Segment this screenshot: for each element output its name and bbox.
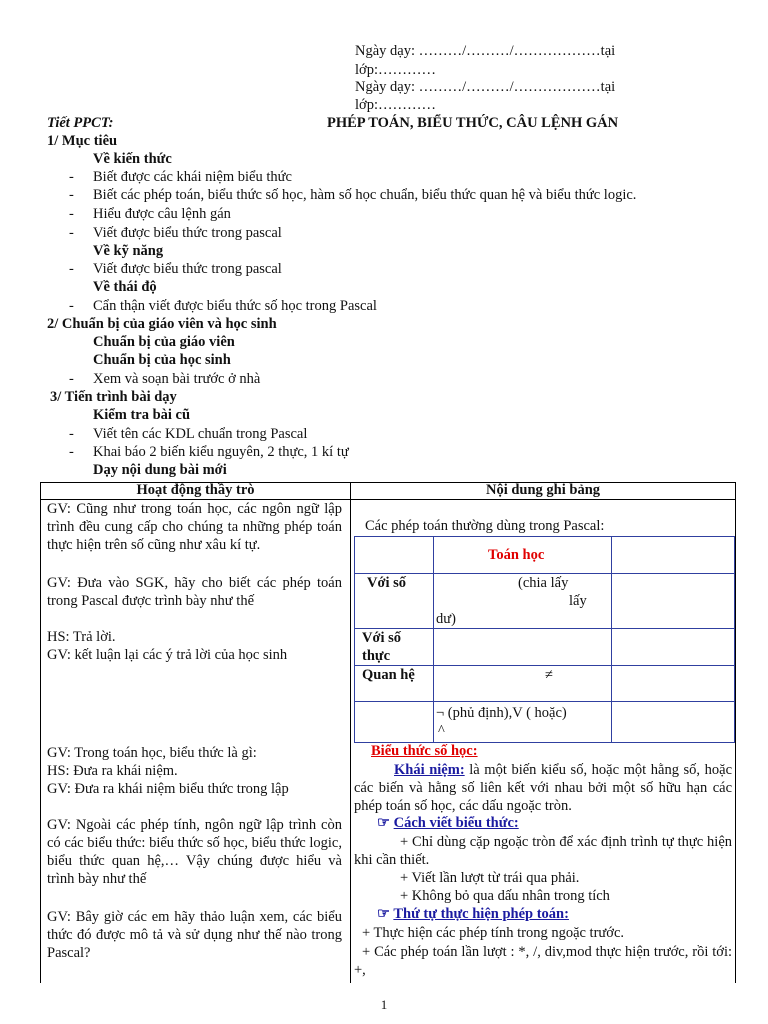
order-title: Thứ tự thực hiện phép toán:: [393, 906, 569, 922]
order-item-2: + Các phép toán lần lượt : *, /, div,mod thực hiện trước, rồi tới: +,: [354, 944, 732, 978]
howto-item-3: + Không bỏ qua dấu nhân trong tích: [400, 888, 610, 904]
grid-line: [355, 665, 734, 666]
left-para-5: GV: Trong toán học, biểu thức là gì:: [47, 745, 257, 761]
knowledge-item-3: - Hiểu được câu lệnh gán: [93, 206, 231, 223]
concept-text: là một biến kiểu số, hoặc một hằng số, hoặc các biến và hằng số liên kết với nhau bởi một số hữu hạn các phép toán số học, các dấu ngoặc tròn.: [354, 762, 733, 814]
left-para-7: GV: Đưa ra khái niệm biểu thức trong lập: [47, 781, 289, 797]
knowledge-item-2: - Biết các phép toán, biểu thức số học, hàm số học chuẩn, biểu thức quan hệ và biểu thức logic.: [93, 187, 636, 204]
order-heading: [377, 906, 569, 923]
grid-line: [611, 537, 612, 742]
knowledge-heading: Về kiến thức: [93, 151, 172, 167]
page-number: 1: [380, 997, 388, 1012]
howto-heading: [377, 815, 519, 832]
pointer-icon: ☞: [377, 815, 394, 831]
left-para-9: GV: Bây giờ các em hãy thảo luận xem, các biểu thức đó được mô tả và sử dụng như thế nào trong Pascal?: [47, 909, 342, 961]
grid-line: [355, 701, 734, 702]
grid-row-real-b: thực: [362, 648, 391, 664]
concept-paragraph: [354, 761, 732, 815]
attitude-heading: Về thái độ: [93, 279, 157, 295]
lesson-title: PHÉP TOÁN, BIỂU THỨC, CÂU LỆNH GÁN: [327, 115, 619, 131]
left-para-2: GV: Đưa vào SGK, hãy cho biết các phép toán trong Pascal được trình bày như thế: [47, 575, 342, 609]
col-left-header: Hoạt động thầy trò: [136, 482, 255, 498]
grid-row-relation: Quan hệ: [362, 667, 415, 683]
left-para-1: GV: Cũng như trong toán học, các ngôn ngữ lập trình đều cung cấp cho chúng ta những phép toán thực hiện trên số cũng như xâu kí tự.: [47, 501, 342, 553]
left-para-4: GV: kết luận lại các ý trả lời của học sinh: [47, 647, 288, 663]
student-prep-item-1: - Xem và soạn bài trước ở nhà: [93, 371, 260, 388]
check-item-1: - Viết tên các KDL chuẩn trong Pascal: [93, 426, 307, 443]
operators-intro: Các phép toán thường dùng trong Pascal:: [365, 518, 605, 534]
grid-note-1: (chia lấy: [518, 575, 569, 591]
howto-item-2: + Viết lần lượt từ trái qua phải.: [400, 870, 580, 886]
grid-note-2: lấy: [569, 593, 587, 609]
left-para-8: GV: Ngoài các phép tính, ngôn ngữ lập trình còn có các biểu thức: biểu thức số học, biểu thức logic, biểu thức quan hệ,… Vậy chúng được hiểu và trình bày như thế: [47, 817, 342, 887]
date-line-2: Ngày dạy: ………/………/………………tại: [355, 79, 616, 95]
grid-row-real-a: Với số: [362, 630, 402, 646]
order-item-1: + Thực hiện các phép tính trong ngoặc trước.: [362, 925, 625, 941]
col-right-header: Nội dung ghi bảng: [485, 482, 601, 498]
arith-title: Biểu thức số học:: [371, 743, 478, 759]
section-2-heading: 2/ Chuẩn bị của giáo viên và học sinh: [47, 316, 277, 332]
grid-header-math: Toán học: [488, 547, 545, 563]
grid-note-3: dư): [436, 611, 456, 627]
grid-line: [433, 537, 434, 742]
teacher-prep-heading: Chuẩn bị của giáo viên: [93, 334, 235, 350]
class-line-2: lớp:…………: [355, 97, 436, 113]
section-3-heading: 3/ Tiến trình bài dạy: [50, 389, 177, 405]
grid-line: [355, 628, 734, 629]
class-line-1: lớp:…………: [355, 62, 436, 78]
pointer-icon: ☞: [377, 906, 394, 922]
new-lesson-heading: Dạy nội dung bài mới: [93, 462, 227, 478]
concept-label: Khái niệm:: [394, 762, 465, 778]
check-old-heading: Kiểm tra bài cũ: [93, 407, 191, 423]
column-divider: [350, 483, 351, 983]
knowledge-item-1: - Biết được các khái niệm biểu thức: [93, 169, 292, 186]
grid-logic-and: ^: [438, 723, 445, 739]
grid-logic-ops: ¬ (phủ định),V ( hoặc): [436, 705, 567, 721]
check-item-2: - Khai báo 2 biến kiểu nguyên, 2 thực, 1 kí tự: [93, 444, 349, 461]
howto-title: Cách viết biểu thức:: [393, 815, 519, 831]
left-para-6: HS: Đưa ra khái niệm.: [47, 763, 178, 779]
skill-item-1: - Viết được biểu thức trong pascal: [93, 261, 282, 278]
left-para-3: HS: Trả lời.: [47, 629, 116, 645]
grid-line: [355, 573, 734, 574]
grid-neq-symbol: ≠: [545, 667, 553, 683]
grid-row-integer: Với số: [367, 575, 407, 591]
ppct-label: Tiết PPCT:: [47, 115, 114, 131]
date-line-1: Ngày dạy: ………/………/………………tại: [355, 43, 616, 59]
howto-item-1: + Chỉ dùng cặp ngoặc tròn để xác định trình tự thực hiện khi cần thiết.: [354, 834, 732, 868]
student-prep-heading: Chuẩn bị của học sinh: [93, 352, 231, 368]
skill-heading: Về kỹ năng: [93, 243, 164, 259]
attitude-item-1: - Cẩn thận viết được biểu thức số học trong Pascal: [93, 298, 377, 315]
knowledge-item-4: - Viết được biểu thức trong pascal: [93, 225, 282, 242]
section-1-heading: 1/ Mục tiêu: [47, 133, 118, 149]
